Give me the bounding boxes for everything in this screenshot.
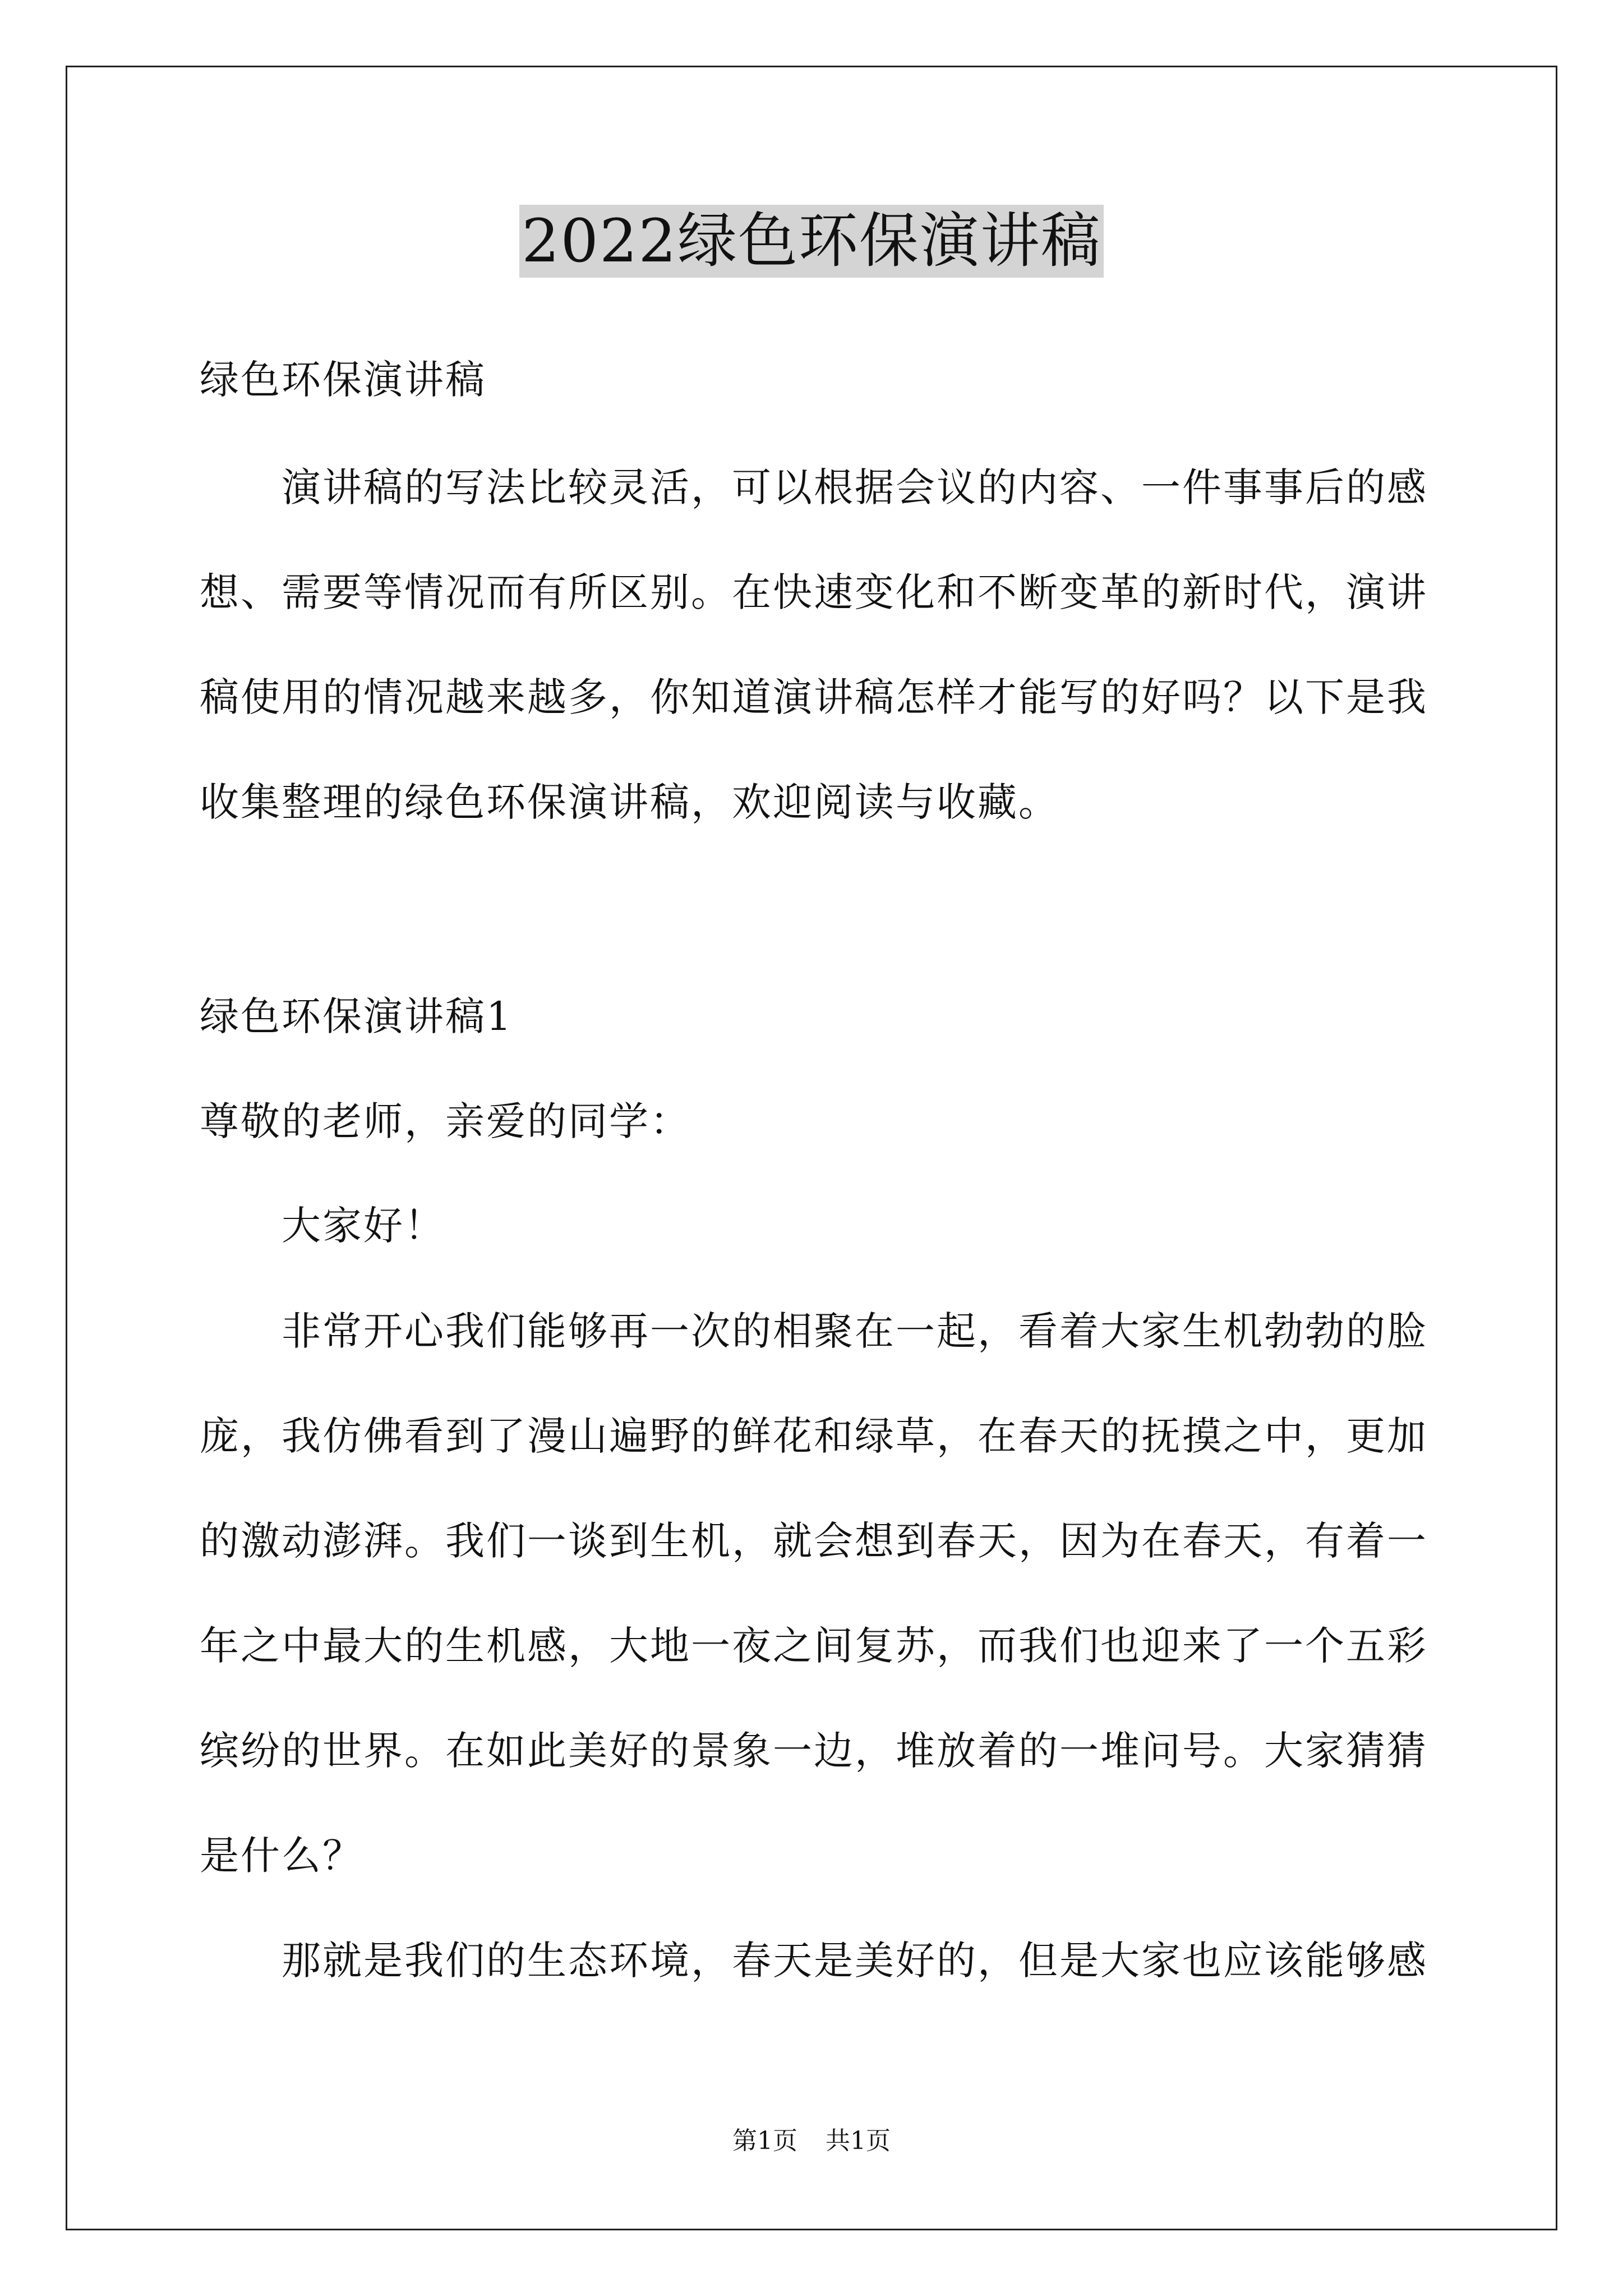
paragraph-line: 收集整理的绿色环保演讲稿，欢迎阅读与收藏。 — [200, 779, 1059, 825]
greeting: 大家好！ — [282, 1203, 445, 1249]
paragraph-line: 是什么？ — [200, 1833, 363, 1879]
paragraph-line: 那就是我们的生态环境，春天是美好的，但是大家也应该能够感 — [282, 1938, 1428, 1984]
paragraph-line: 庞，我仿佛看到了漫山遍野的鲜花和绿草，在春天的抚摸之中，更加 — [200, 1413, 1428, 1459]
page-total: 共1页 — [826, 2127, 891, 2155]
paragraph-line: 非常开心我们能够再一次的相聚在一起，看着大家生机勃勃的脸 — [282, 1308, 1428, 1354]
page-number: 第1页 — [732, 2127, 797, 2155]
document-title-text: 2022绿色环保演讲稿 — [519, 205, 1104, 278]
section-heading: 绿色环保演讲稿1 — [200, 993, 513, 1039]
paragraph-line: 年之中最大的生机感，大地一夜之间复苏，而我们也迎来了一个五彩 — [200, 1623, 1428, 1669]
paragraph-line: 稿使用的情况越来越多，你知道演讲稿怎样才能写的好吗？以下是我 — [200, 674, 1428, 720]
paragraph-line: 想、需要等情况而有所区别。在快速变化和不断变革的新时代，演讲 — [200, 569, 1428, 615]
document-title — [0, 205, 1623, 278]
subtitle: 绿色环保演讲稿 — [200, 357, 486, 403]
paragraph-line: 的激动澎湃。我们一谈到生机，就会想到春天，因为在春天，有着一 — [200, 1518, 1428, 1564]
salutation: 尊敬的老师，亲爱的同学： — [200, 1098, 691, 1144]
paragraph-line: 演讲稿的写法比较灵活，可以根据会议的内容、一件事事后的感 — [282, 464, 1428, 510]
paragraph-line: 缤纷的世界。在如此美好的景象一边，堆放着的一堆问号。大家猜猜 — [200, 1728, 1428, 1774]
page-footer — [0, 2124, 1623, 2158]
